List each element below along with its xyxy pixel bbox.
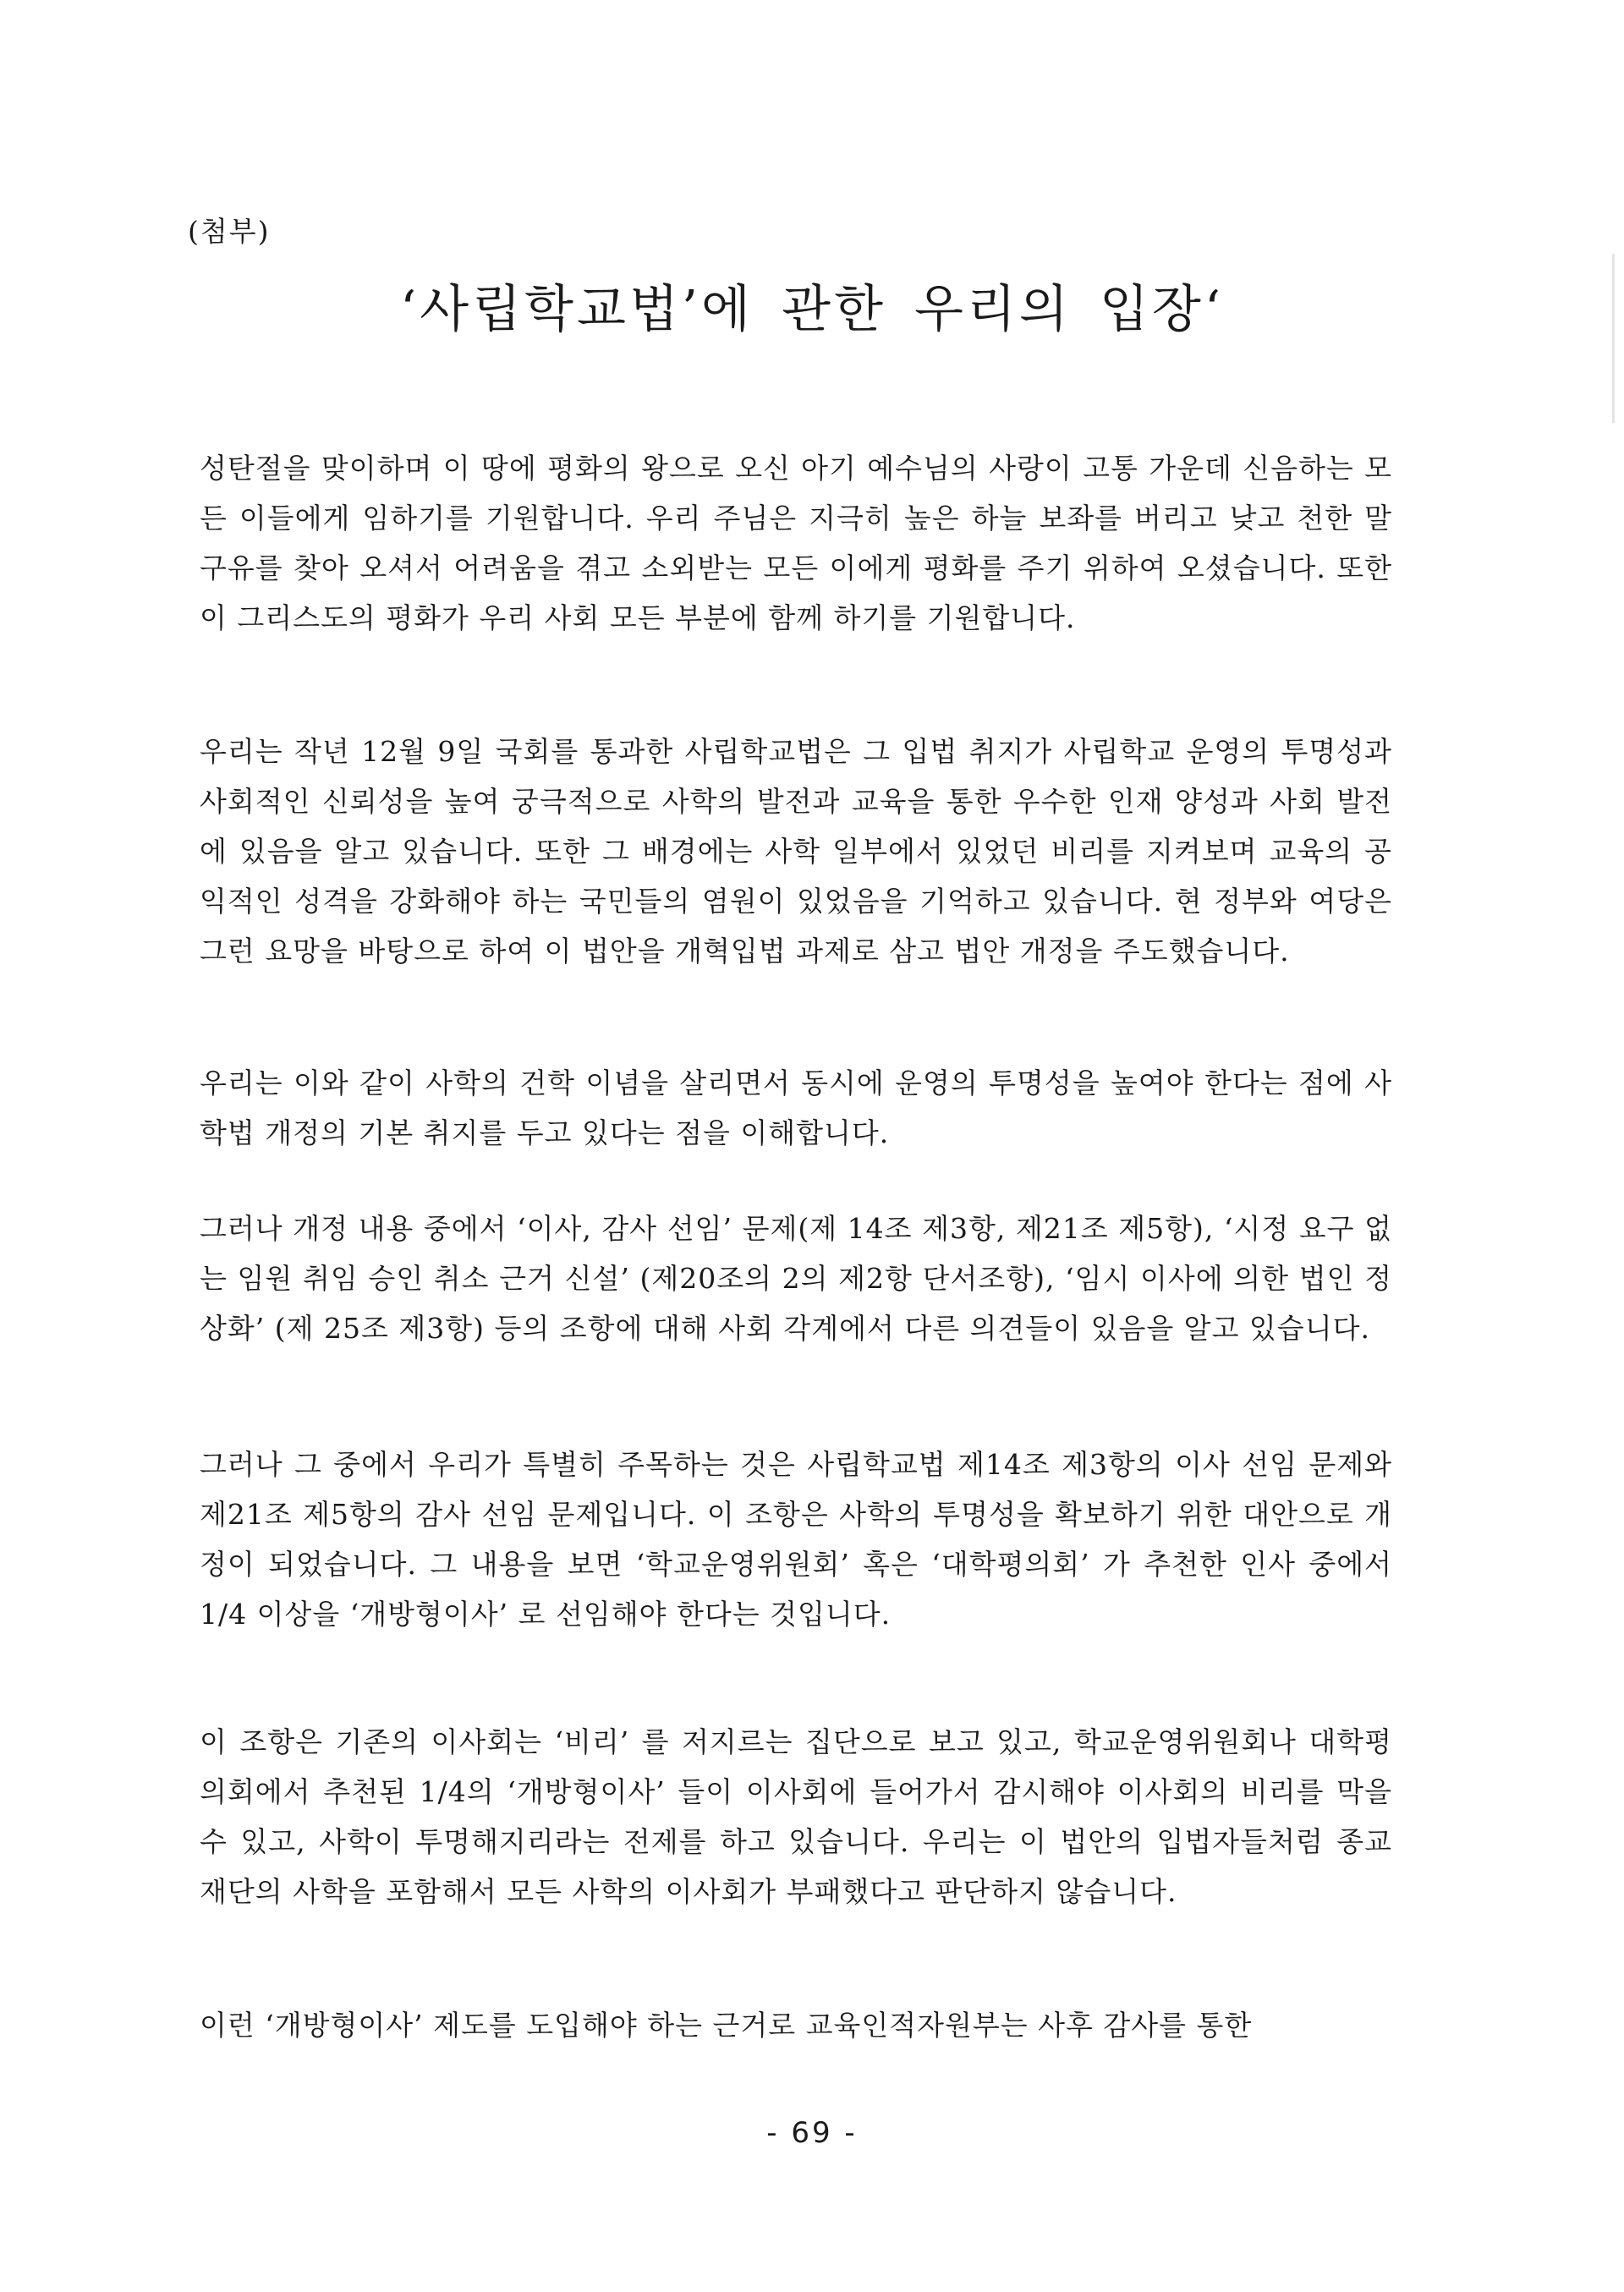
paragraph-understanding: 우리는 이와 같이 사학의 건학 이념을 살리면서 동시에 운영의 투명성을 높여야 한다는 점에 사학법 개정의 기본 취지를 두고 있다는 점을 이해합니다. [200, 1066, 1392, 1149]
page-number: - 69 - [766, 2116, 858, 2150]
document-title: ‘사립학교법’에 관한 우리의 입장‘ [400, 280, 1224, 339]
paragraph-disputed-articles: 그러나 개정 내용 중에서 ‘이사, 감사 선임’ 문제(제 14조 제3항, 제21조 제5항), ‘시정 요구 없는 임원 취임 승인 취소 근거 신설’ (제20조의 2의 제2항 단서조항), ‘임시 이사에 의한 법인 정상화’ (제 25조 제3항) 등의 조항에 대해 사회 각계에서 다른 의견들이 있음을 알고 있습니다. [200, 1212, 1392, 1345]
paragraph-open-director-basis: 이런 ‘개방형이사’ 제도를 도입해야 하는 근거로 교육인적자원부는 사후 감사를 통한 [200, 2009, 1253, 2042]
paragraph-christmas-greeting: 성탄절을 맞이하며 이 땅에 평화의 왕으로 오신 아기 예수님의 사랑이 고통 가운데 신음하는 모든 이들에게 임하기를 기원합니다. 우리 주님은 지극히 높은 하늘 보좌를 버리고 낮고 천한 말구유를 찾아 오셔서 어려움을 겪고 소외받는 모든 이에게 평화를 주기 위하여 오셨습니다. 또한 이 그리스도의 평화가 우리 사회 모든 부분에 함께 하기를 기원합니다. [200, 452, 1392, 634]
paragraph-law-purpose: 우리는 작년 12월 9일 국회를 통과한 사립학교법은 그 입법 취지가 사립학교 운영의 투명성과 사회적인 신뢰성을 높여 궁극적으로 사학의 발전과 교육을 통한 우수한 인재 양성과 사회 발전에 있음을 알고 있습니다. 또한 그 배경에는 사학 일부에서 있었던 비리를 지켜보며 교육의 공익적인 성격을 강화해야 하는 국민들의 염원이 있었음을 기억하고 있습니다. 현 정부와 여당은 그런 요망을 바탕으로 하여 이 법안을 개혁입법 과제로 삼고 법안 개정을 주도했습니다. [200, 735, 1392, 968]
paragraph-article-14-focus: 그러나 그 중에서 우리가 특별히 주목하는 것은 사립학교법 제14조 제3항의 이사 선임 문제와 제21조 제5항의 감사 선임 문제입니다. 이 조항은 사학의 투명성을 확보하기 위한 대안으로 개정이 되었습니다. 그 내용을 보면 ‘학교운영위원회’ 혹은 ‘대학평의회’ 가 추천한 인사 중에서 1/4 이상을 ‘개방형이사’ 로 선임해야 한다는 것입니다. [200, 1448, 1392, 1631]
attachment-label: (첨부) [188, 215, 271, 248]
paragraph-board-premise: 이 조항은 기존의 이사회는 ‘비리’ 를 저지르는 집단으로 보고 있고, 학교운영위원회나 대학평의회에서 추천된 1/4의 ‘개방형이사’ 들이 이사회에 들어가서 감시해야 이사회의 비리를 막을 수 있고, 사학이 투명해지리라는 전제를 하고 있습니다. 우리는 이 법안의 입법자들처럼 종교 재단의 사학을 포함해서 모든 사학의 이사회가 부패했다고 판단하지 않습니다. [200, 1725, 1392, 1908]
